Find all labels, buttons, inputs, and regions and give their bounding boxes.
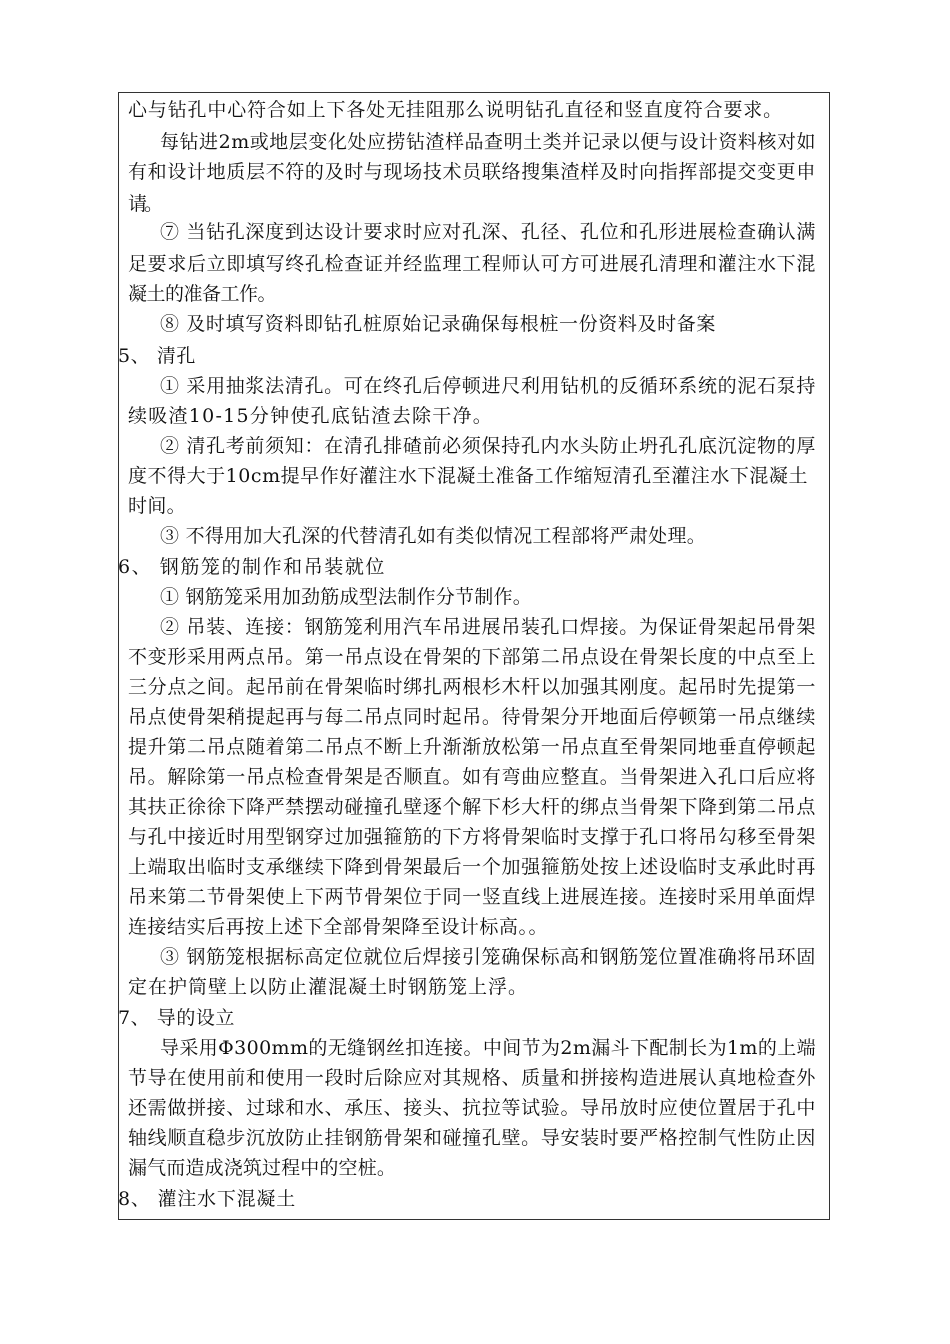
text-line: 导采用Φ300mm的无缝钢丝扣连接。中间节为2m漏斗下配制长为1m的上端 <box>160 1037 816 1059</box>
text-line: 其扶正徐徐下降严禁摆动碰撞孔壁逐个解下杉大杆的绑点当骨架下降到第二吊点 <box>128 796 816 818</box>
text-line: ② 吊装、连接：钢筋笼利用汽车吊进展吊装孔口焊接。为保证骨架起吊骨架 <box>160 616 816 638</box>
text-line: 心与钻孔中心符合如上下各处无挂阻那么说明钻孔直径和竖直度符合要求。 <box>128 99 783 121</box>
text-line: 还需做拼接、过球和水、承压、接头、抗拉等试验。导吊放时应使位置居于孔中 <box>128 1097 816 1119</box>
text-line: 提升第二吊点随着第二吊点不断上升渐渐放松第一吊点直至骨架同地垂直停顿起 <box>128 736 816 758</box>
text-line: 度不得大于10cm提早作好灌注水下混凝土准备工作缩短清孔至灌注水下混凝土 <box>128 465 808 487</box>
text-line: ③ 钢筋笼根据标高定位就位后焊接引笼确保标高和钢筋笼位置准确将吊环固 <box>160 946 816 968</box>
text-line: 有和设计地质层不符的及时与现场技术员联络搜集渣样及时向指挥部提交变更申 <box>128 161 816 183</box>
text-line: ⑦ 当钻孔深度到达设计要求时应对孔深、孔径、孔位和孔形进展检查确认满 <box>160 221 816 243</box>
text-line: ⑧ 及时填写资料即钻孔桩原始记录确保每根桩一份资料及时备案 <box>160 313 716 335</box>
text-line: 三分点之间。起吊前在骨架临时绑扎两根杉木杆以加强其刚度。起吊时先提第一 <box>128 676 816 698</box>
text-line: 上端取出临时支承继续下降到骨架最后一个加强箍筋处按上述设临时支承此时再 <box>128 856 816 878</box>
text-line: 凝土的准备工作。 <box>128 283 276 305</box>
text-line: 吊点使骨架稍提起再与每二吊点同时起吊。待骨架分开地面后停顿第一吊点继续 <box>128 706 816 728</box>
text-line: 吊来第二节骨架使上下两节骨架位于同一竖直线上进展连接。连接时采用单面焊 <box>128 886 816 908</box>
text-line: 不变形采用两点吊。第一吊点设在骨架的下部第二吊点设在骨架长度的中点至上 <box>128 646 816 668</box>
text-line: 连接结实后再按上述下全部骨架降至设计标高。。 <box>128 916 548 938</box>
text-line: 吊。解除第一吊点检查骨架是否顺直。如有弯曲应整直。当骨架进入孔口后应将 <box>128 766 816 788</box>
text-line: 6、 钢筋笼的制作和吊装就位 <box>118 556 386 578</box>
text-line: ③ 不得用加大孔深的代替清孔如有类似情况工程部将严肃处理。 <box>160 525 706 547</box>
text-line: 每钻进2m或地层变化处应捞钻渣样品查明土类并记录以便与设计资料核对如 <box>160 131 816 153</box>
text-line: 足要求后立即填写终孔检查证并经监理工程师认可方可进展孔清理和灌注水下混 <box>128 253 816 275</box>
text-line: 续吸渣10-15分钟使孔底钻渣去除干净。 <box>128 405 493 427</box>
text-line: 漏气而造成浇筑过程中的空桩。 <box>128 1157 396 1179</box>
text-line: 节导在使用前和使用一段时后除应对其规格、质量和拼接构造进展认真地检查外 <box>128 1067 816 1089</box>
text-line: ② 清孔考前须知：在清孔排碴前必须保持孔内水头防止坍孔孔底沉淀物的厚 <box>160 435 816 457</box>
text-line: 轴线顺直稳步沉放防止挂钢筋骨架和碰撞孔壁。导安装时要严格控制气性防止因 <box>128 1127 816 1149</box>
text-line: 8、 灌注水下混凝土 <box>118 1188 296 1210</box>
text-line: 请。 <box>128 193 160 215</box>
text-line: 与孔中接近时用型钢穿过加强箍筋的下方将骨架临时支撑于孔口将吊勾移至骨架 <box>128 826 816 848</box>
text-line: 定在护筒壁上以防止灌混凝土时钢筋笼上浮。 <box>128 976 528 998</box>
text-line: 时间。 <box>128 495 186 517</box>
text-line: 5、 清孔 <box>118 345 196 367</box>
text-line: 7、 导的设立 <box>118 1007 235 1029</box>
text-line: ① 钢筋笼采用加劲筋成型法制作分节制作。 <box>160 586 532 608</box>
text-line: ① 采用抽浆法清孔。可在终孔后停顿进尺利用钻机的反循环系统的泥石泵持 <box>160 375 816 397</box>
